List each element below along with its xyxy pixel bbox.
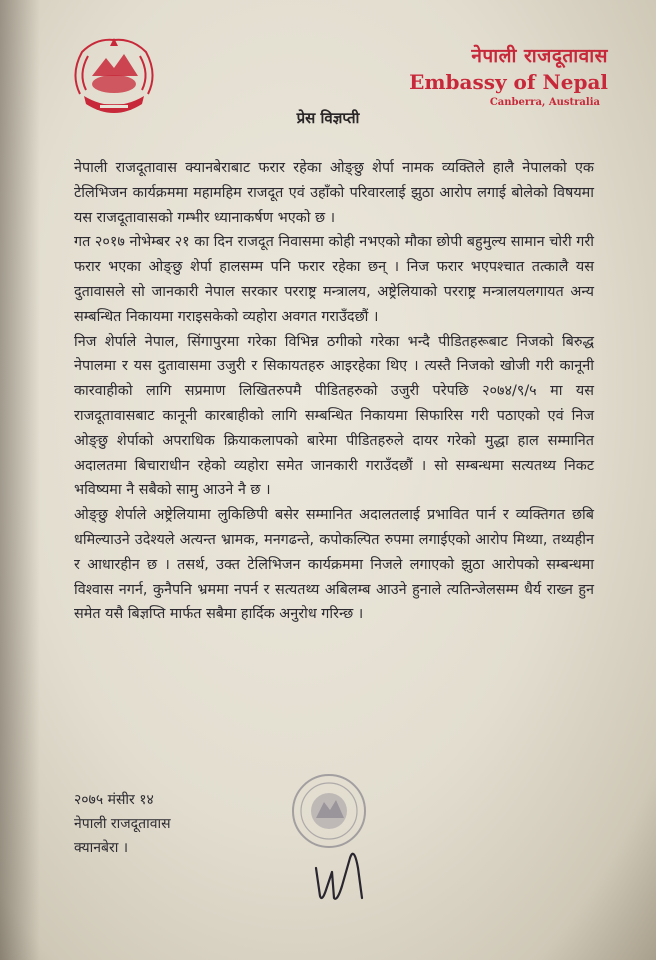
press-release-body [74,156,594,627]
signature-block [74,788,171,860]
embassy-header [409,42,608,108]
paragraph: ओङ्छु शेर्पाले अष्ट्रेलियामा लुकिछिपी बसेर सम्मानित अदालतलाई प्रभावित पार्न र व्यक्तिगत छबि धमिल्याउने उदेश्यले अत्यन्त भ्रामक, मनगढन्ते, कपोकल्पित रुपमा लगाईएको आरोप मिथ्या, तथ्यहीन र आधारहीन छ । तसर्थ, उक्त टेलिभिजन कार्यक्रममा निजले लगाएको झुठा आरोपको सम्बन्धमा विश्वास नगर्न, कुनैपनि भ्रममा नपर्न र सत्यतथ्य अबिलम्ब आउने हुनाले त्यतिन्जेलसम्म धैर्य राख्न हुन समेत यसै बिज्ञप्ति मार्फत सबैमा हार्दिक अनुरोध गरिन्छ । [74,507,594,623]
handwritten-signature-icon [306,828,376,908]
press-release-title: प्रेस विज्ञप्ती [296,109,360,127]
issuing-city: क्यानबेरा । [74,840,129,856]
issuing-office: नेपाली राजदूतावास [74,816,171,832]
embassy-name-english: Embassy of Nepal [409,70,608,94]
paragraph: निज शेर्पाले नेपाल, सिंगापुरमा गरेका विभिन्न ठगीको गरेका भन्दै पीडितहरूबाट निजको बिरुद्ध नेपालमा र यस दुतावासमा उजुरी र सिकायतहरु आइरहेका थिए । त्यस्तै निजको खोजी गरी कानूनी कारवाहीको लागि सप्रमाण लिखितरुपमै पीडितहरुको उजुरी परेपछि २०७४/९/५ मा यस राजदूतावासबाट कानूनी कारबाहीको लागि सम्बन्धित निकायमा सिफारिस गरी पठाएको एवं निज ओङ्छु शेर्पाको अपराधिक क्रियाकलापको बारेमा पीडितहरुले दायर गरेको मुद्धा हाल सम्मानित अदालतमा बिचाराधीन रहेको व्यहोरा समेत जानकारी गराउँदछौं । सो सम्बन्धमा सत्यतथ्य निकट भविष्यमा नै सबैको सामु आउने नै छ । [74,333,594,499]
embassy-name-nepali: नेपाली राजदूतावास [471,45,608,67]
page-shadow [0,0,40,960]
embassy-location: Canberra, Australia [489,97,600,108]
paragraph: नेपाली राजदूतावास क्यानबेराबाट फरार रहेका ओङ्छु शेर्पा नामक व्यक्तिले हालै नेपालको एक टेलिभिजन कार्यक्रममा महामहिम राजदूत एवं उहाँको परिवारलाई झुठा आरोप लगाई बोलेको विषयमा यस राजदूतावासको गम्भीर ध्यानाकर्षण भएको छ । [74,160,594,226]
paragraph: गत २०१७ नोभेम्बर २१ का दिन राजदूत निवासमा कोही नभएको मौका छोपी बहुमुल्य सामान चोरी गरी फरार भएका ओङ्छु शेर्पा हालसम्म पनि फरार रहेका छन् । निज फरार भएपश्चात तत्कालै यस दुतावासले सो जानकारी नेपाल सरकार परराष्ट्र मन्त्रालय, अष्ट्रेलियाको परराष्ट्र मन्त्रालयलगायत अन्य सम्बन्धित निकायमा गराइसकेको व्यहोरा अवगत गराउँदछौं । [74,234,594,325]
release-date: २०७५ मंसीर १४ [74,792,154,808]
